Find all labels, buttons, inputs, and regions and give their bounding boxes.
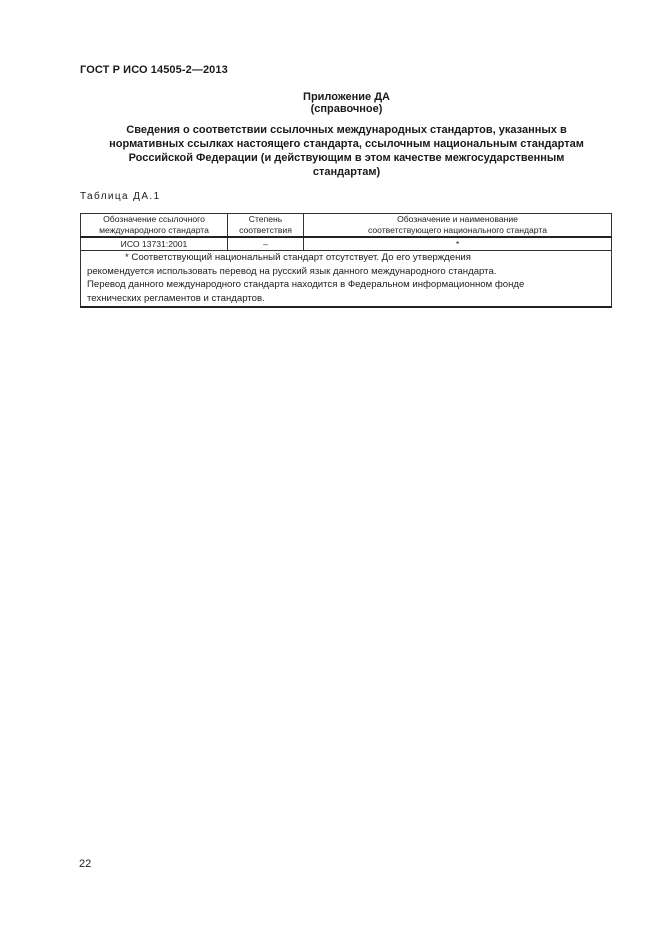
heading-line: Российской Федерации (и действующим в этом качестве межгосударственным	[128, 152, 565, 164]
document-code: ГОСТ Р ИСО 14505-2—2013	[80, 64, 228, 76]
header-cell-national	[304, 214, 612, 238]
table-label: Таблица ДА.1	[80, 191, 161, 202]
annex-subtitle: (справочное)	[310, 103, 383, 115]
footnote-cell	[81, 251, 612, 308]
header-cell-degree	[228, 214, 304, 238]
header-text: Степень	[248, 214, 283, 224]
heading-line: Сведения о соответствии ссылочных международных стандартов, указанных в	[126, 124, 567, 136]
page-number: 22	[79, 858, 92, 870]
heading-line: стандартам)	[312, 166, 381, 178]
annex-heading	[80, 123, 613, 179]
cell-national: *	[304, 237, 612, 251]
annex-title: Приложение ДА	[303, 91, 390, 103]
header-text: международного стандарта	[99, 225, 209, 235]
footnote-line: технических регламентов и стандартов.	[87, 292, 265, 304]
cell-degree: –	[228, 237, 304, 251]
header-text: Обозначение ссылочного	[103, 214, 205, 224]
standards-table	[80, 213, 612, 308]
footnote-line: Перевод данного международного стандарта находится в Федеральном информационном фонде	[87, 279, 525, 290]
header-cell-standard	[81, 214, 228, 238]
table-row	[81, 237, 612, 251]
header-text: соответствующего национального стандарта	[367, 225, 548, 235]
cell-standard: ИСО 13731:2001	[81, 237, 228, 251]
header-text: Обозначение и наименование	[397, 214, 518, 224]
heading-line: нормативных ссылках настоящего стандарта, ссылочным национальным стандартам	[109, 138, 584, 150]
footnote-line: рекомендуется использовать перевод на русский язык данного международного стандарта.	[87, 265, 497, 277]
footnote-line: * Соответствующий национальный стандарт отсутствует. До его утверждения	[125, 252, 471, 263]
table-footnote-row	[81, 251, 612, 308]
table-header-row	[81, 214, 612, 238]
header-text: соответствия	[239, 225, 292, 235]
